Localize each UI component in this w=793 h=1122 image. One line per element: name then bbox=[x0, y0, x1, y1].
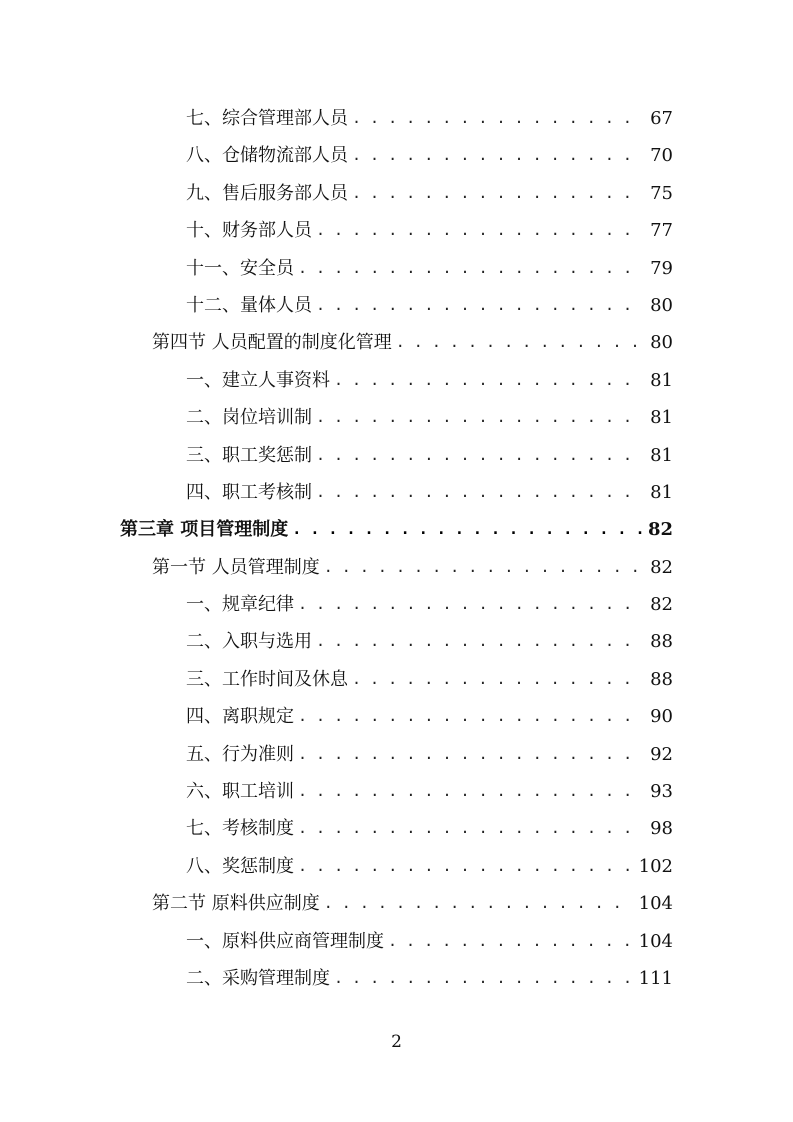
toc-entry-page: 98 bbox=[650, 818, 673, 840]
toc-dot-leader bbox=[316, 623, 644, 660]
toc-entry-item[interactable] bbox=[0, 960, 673, 997]
toc-entry-item[interactable] bbox=[0, 698, 673, 735]
toc-dot-leader bbox=[396, 324, 644, 361]
toc-entry-title: 十一、安全员 bbox=[186, 257, 294, 279]
toc-entry-item[interactable] bbox=[0, 399, 673, 436]
toc-dot-leader bbox=[316, 474, 644, 511]
toc-entry-item[interactable] bbox=[0, 137, 673, 174]
toc-entry-page: 81 bbox=[650, 407, 673, 429]
page-number: 2 bbox=[391, 1032, 402, 1052]
toc-entry-page: 80 bbox=[650, 294, 673, 316]
toc-entry-title: 第一节 人员管理制度 bbox=[152, 556, 320, 578]
toc-dot-leader bbox=[324, 885, 633, 922]
toc-dot-leader bbox=[352, 100, 644, 137]
toc-entry-page: 70 bbox=[650, 145, 673, 167]
toc-entry-title: 八、奖惩制度 bbox=[186, 855, 294, 877]
toc-entry-title: 八、仓储物流部人员 bbox=[186, 145, 348, 167]
toc-dot-leader bbox=[334, 960, 633, 997]
toc-entry-item[interactable] bbox=[0, 287, 673, 324]
toc-entry-item[interactable] bbox=[0, 250, 673, 287]
toc-entry-title: 五、行为准则 bbox=[186, 743, 294, 765]
toc-dot-leader bbox=[298, 250, 644, 287]
toc-entry-page: 92 bbox=[650, 743, 673, 765]
toc-dot-leader bbox=[298, 736, 644, 773]
toc-entry-page: 88 bbox=[650, 631, 673, 653]
toc-entry-page: 81 bbox=[650, 444, 673, 466]
toc-entry-page: 80 bbox=[650, 332, 673, 354]
toc-dot-leader bbox=[352, 137, 644, 174]
toc-entry-title: 第三章 项目管理制度 bbox=[120, 519, 289, 541]
toc-entry-title: 第二节 原料供应制度 bbox=[152, 893, 320, 915]
toc-entry-title: 一、建立人事资料 bbox=[186, 369, 330, 391]
toc-entry-section[interactable] bbox=[0, 324, 673, 361]
toc-entry-title: 二、采购管理制度 bbox=[186, 967, 330, 989]
toc-dot-leader bbox=[298, 586, 644, 623]
toc-entry-item[interactable] bbox=[0, 848, 673, 885]
toc-dot-leader bbox=[298, 848, 633, 885]
toc-entry-title: 三、工作时间及休息 bbox=[186, 668, 348, 690]
toc-dot-leader bbox=[352, 175, 644, 212]
toc-dot-leader bbox=[388, 923, 633, 960]
toc-dot-leader bbox=[316, 287, 644, 324]
toc-dot-leader bbox=[298, 773, 644, 810]
table-of-contents bbox=[0, 100, 793, 997]
toc-entry-page: 102 bbox=[638, 855, 673, 877]
toc-entry-title: 四、离职规定 bbox=[186, 706, 294, 728]
toc-entry-page: 104 bbox=[638, 930, 673, 952]
toc-dot-leader bbox=[352, 661, 644, 698]
toc-entry-page: 79 bbox=[650, 257, 673, 279]
toc-entry-item[interactable] bbox=[0, 175, 673, 212]
toc-entry-page: 67 bbox=[650, 108, 673, 129]
toc-entry-item[interactable] bbox=[0, 362, 673, 399]
toc-entry-page: 82 bbox=[650, 594, 673, 616]
toc-entry-title: 十二、量体人员 bbox=[186, 294, 312, 316]
toc-entry-title: 二、入职与选用 bbox=[186, 631, 312, 653]
toc-dot-leader bbox=[298, 810, 644, 847]
toc-entry-title: 六、职工培训 bbox=[186, 781, 294, 803]
toc-entry-item[interactable] bbox=[0, 810, 673, 847]
toc-entry-title: 七、考核制度 bbox=[186, 818, 294, 840]
toc-entry-title: 第四节 人员配置的制度化管理 bbox=[152, 332, 392, 354]
toc-entry-title: 七、综合管理部人员 bbox=[186, 108, 348, 129]
toc-entry-page: 104 bbox=[638, 893, 673, 915]
toc-entry-item[interactable] bbox=[0, 923, 673, 960]
toc-entry-page: 88 bbox=[650, 668, 673, 690]
toc-entry-page: 82 bbox=[650, 556, 673, 578]
toc-dot-leader bbox=[316, 399, 644, 436]
toc-entry-title: 一、原料供应商管理制度 bbox=[186, 930, 384, 952]
toc-entry-item[interactable] bbox=[0, 100, 673, 137]
toc-entry-page: 111 bbox=[638, 967, 673, 989]
toc-dot-leader bbox=[324, 549, 644, 586]
toc-entry-title: 一、规章纪律 bbox=[186, 594, 294, 616]
toc-entry-page: 93 bbox=[650, 781, 673, 803]
toc-entry-section[interactable] bbox=[0, 885, 673, 922]
toc-entry-page: 75 bbox=[650, 182, 673, 204]
toc-entry-item[interactable] bbox=[0, 661, 673, 698]
toc-entry-item[interactable] bbox=[0, 437, 673, 474]
toc-entry-page: 81 bbox=[650, 481, 673, 503]
toc-entry-title: 四、职工考核制 bbox=[186, 481, 312, 503]
toc-entry-page: 77 bbox=[650, 220, 673, 242]
toc-dot-leader bbox=[316, 437, 644, 474]
toc-entry-page: 81 bbox=[650, 369, 673, 391]
toc-dot-leader bbox=[292, 511, 642, 548]
toc-entry-item[interactable] bbox=[0, 212, 673, 249]
toc-entry-section[interactable] bbox=[0, 549, 673, 586]
toc-entry-item[interactable] bbox=[0, 586, 673, 623]
toc-dot-leader bbox=[316, 212, 644, 249]
toc-entry-title: 二、岗位培训制 bbox=[186, 407, 312, 429]
toc-entry-title: 九、售后服务部人员 bbox=[186, 182, 348, 204]
toc-entry-item[interactable] bbox=[0, 773, 673, 810]
toc-entry-page: 90 bbox=[650, 706, 673, 728]
toc-entry-title: 三、职工奖惩制 bbox=[186, 444, 312, 466]
toc-entry-item[interactable] bbox=[0, 474, 673, 511]
toc-entry-chapter[interactable] bbox=[0, 511, 673, 548]
toc-dot-leader bbox=[298, 698, 644, 735]
toc-dot-leader bbox=[334, 362, 644, 399]
toc-entry-page: 82 bbox=[647, 519, 673, 541]
toc-entry-title: 十、财务部人员 bbox=[186, 220, 312, 242]
toc-entry-item[interactable] bbox=[0, 623, 673, 660]
toc-entry-item[interactable] bbox=[0, 736, 673, 773]
